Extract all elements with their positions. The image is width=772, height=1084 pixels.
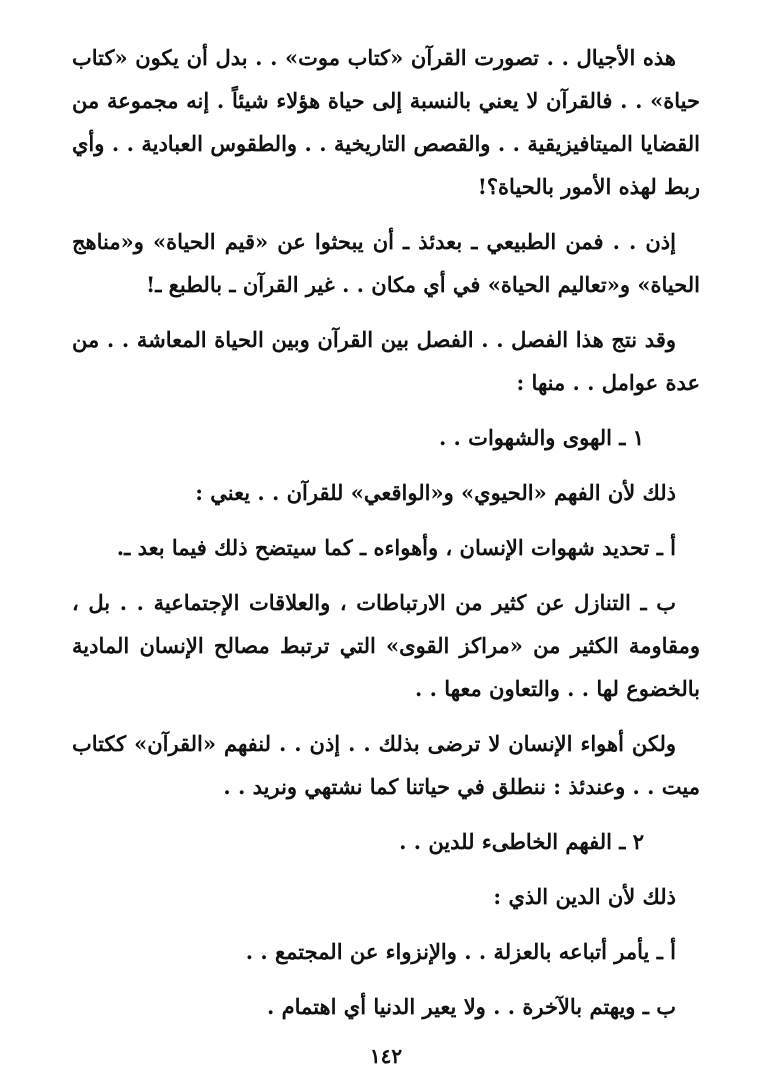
paragraph-desires-refuse: ولكن أهواء الإنسان لا ترضى بذلك . . إذن . . لنفهم «القرآن» ككتاب ميت . . وعندئذ : ننطلق في حياتنا كما نشتهي ونريد . . — [72, 731, 700, 799]
paragraph-then-natural: إذن . . فمن الطبيعي ـ بعدئذ ـ أن يبحثوا عن «قيم الحياة» و«مناهج الحياة» و«تعاليم الحياة» في أي مكان . . غير القرآن ـ بالطبع ـ! — [72, 229, 700, 297]
subitem-a-isolation: أ ـ يأمر أتباعه بالعزلة . . والإنزواء عن المجتمع . . — [245, 939, 676, 964]
paragraph-because-understanding: ذلك لأن الفهم «الحيوي» و«الواقعي» للقرآن . . يعني : — [195, 480, 676, 505]
item-1-heading: ١ ـ الهوى والشهوات . . — [438, 425, 644, 450]
page-number: ١٤٢ — [369, 1044, 403, 1068]
paragraph-religion-which: ذلك لأن الدين الذي : — [493, 884, 676, 909]
paragraph-separation: وقد نتج هذا الفصل . . الفصل بين القرآن وبين الحياة المعاشة . . من عدة عوامل . . منها : — [72, 327, 700, 395]
subitem-a-limit-desires: أ ـ تحديد شهوات الإنسان ، وأهواءه ـ كما سيتضح ذلك فيما بعد ـ. — [116, 535, 676, 560]
subitem-b-relinquish: ب ـ التنازل عن كثير من الارتباطات ، والعلاقات الإجتماعية . . بل ، ومقاومة الكثير من «مراكز القوى» التي ترتبط مصالح الإنسان المادية بالخضوع لها . . والتعاون معها . . — [72, 590, 700, 701]
subitem-b-hereafter: ب ـ ويهتم بالآخرة . . ولا يعير الدنيا أي اهتمام . — [267, 994, 676, 1019]
item-2-heading: ٢ ـ الفهم الخاطىء للدين . . — [399, 829, 644, 854]
paragraph-generations: هذه الأجيال . . تصورت القرآن «كتاب موت» . . بدل أن يكون «كتاب حياة» . . فالقرآن لا يعني بالنسبة إلى حياة هؤلاء شيئاً . إنه مجموعة من القضايا الميتافيزيقية . . والقصص التاريخية . . والطقوس العبادية . . وأي ربط لهذه الأمور بالحياة؟! — [72, 45, 700, 199]
page-body — [72, 36, 700, 1044]
